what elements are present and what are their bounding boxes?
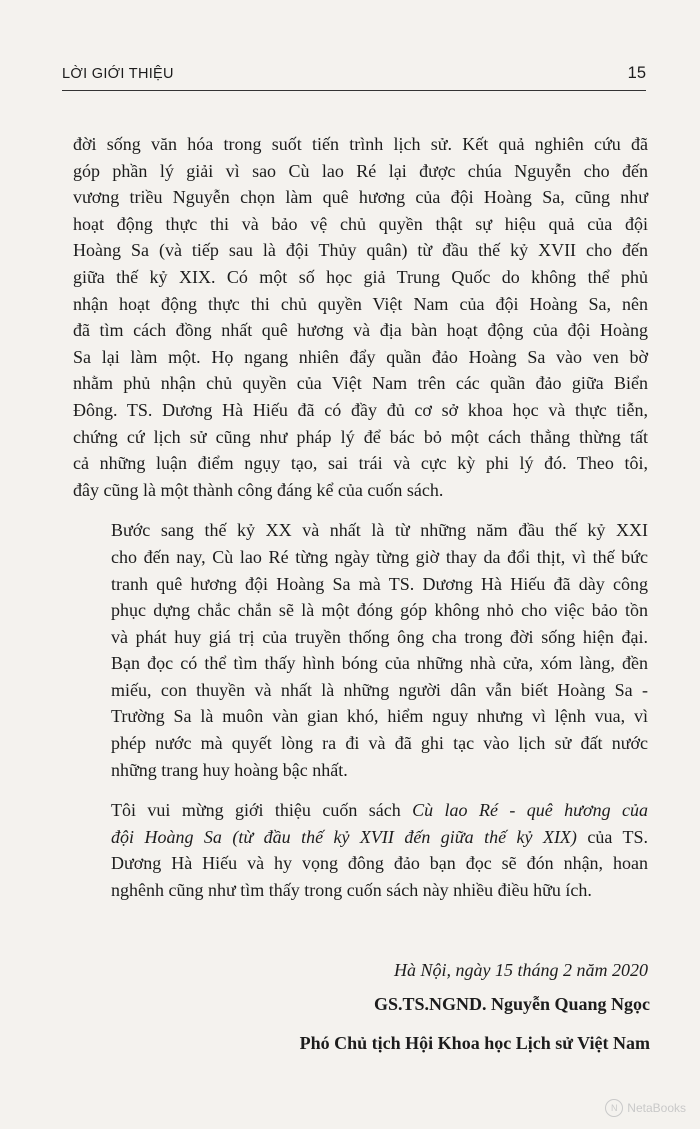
- body-text: [73, 131, 648, 918]
- paragraph-1-line: vương triều Nguyễn chọn làm quê hương của đội Hoàng Sa, cũng như: [73, 187, 648, 208]
- paragraph-2-line: và phát huy giá trị của truyền thống ông cha trong đời sống hiện đại.: [111, 626, 648, 647]
- paragraph-2-line: Trường Sa là muôn vàn gian khó, hiểm nguy nhưng vì lệnh vua, vì: [111, 706, 648, 727]
- paragraph-2-line: phép nước mà quyết lòng ra đi và đã ghi tạc vào lịch sử đất nước: [111, 733, 648, 754]
- book-logo-icon: N: [605, 1099, 623, 1117]
- paragraph-2-line: miếu, con thuyền và nhất là những người dân vẫn biết Hoàng Sa -: [111, 679, 648, 700]
- paragraph-1-line: góp phần lý giải vì sao Cù lao Ré lại được chúa Nguyễn cho đến: [73, 160, 648, 181]
- running-header: [62, 60, 646, 86]
- section-title: LỜI GIỚI THIỆU: [62, 66, 174, 82]
- signature-role: Phó Chủ tịch Hội Khoa học Lịch sử Việt Nam: [299, 1033, 650, 1053]
- paragraph-1-line: giữa thế kỷ XIX. Có một số học giả Trung Quốc do không thể phủ: [73, 266, 648, 287]
- paragraph-3-line: Dương Hà Hiếu và hy vọng đông đảo bạn đọc sẽ đón nhận, hoan: [111, 853, 648, 874]
- paragraph-3-line: [73, 824, 648, 851]
- paragraph-1-line: Hoàng Sa (và tiếp sau là đội Thủy quân) từ đầu thế kỷ XVII cho đến: [73, 240, 648, 261]
- paragraph-2-line: cho đến nay, Cù lao Ré từng ngày từng giờ thay da đổi thịt, vì thế bức: [111, 546, 648, 567]
- paragraph-1-line: đời sống văn hóa trong suốt tiến trình lịch sử. Kết quả nghiên cứu đã: [73, 134, 648, 154]
- paragraph-1: [73, 131, 648, 503]
- paragraph-1-line: Đông. TS. Dương Hà Hiếu đã có đầy đủ cơ sở khoa học và thực tiễn,: [73, 399, 648, 420]
- paragraph-1-line: Sa lại làm một. Họ ngang nhiên đẩy quần đảo Hoàng Sa vào ven bờ: [73, 346, 648, 367]
- watermark: [605, 1099, 686, 1117]
- paragraph-1-line: nhận hoạt động thực thi chủ quyền Việt Nam của đội Hoàng Sa, nên: [73, 293, 648, 314]
- book-title-text: đội Hoàng Sa (từ đầu thế kỷ XVII đến giữa thế kỷ XIX): [111, 826, 577, 847]
- book-title-text: Cù lao Ré - quê hương của: [412, 800, 648, 821]
- paragraph-3-text: của TS.: [576, 826, 648, 847]
- paragraph-1-line: cả những luận điểm ngụy tạo, sai trái và cực kỳ phi lý đó. Theo tôi,: [73, 453, 648, 474]
- paragraph-1-line: đã tìm cách đồng nhất quê hương và địa bàn hoạt động của đội Hoàng: [73, 320, 648, 341]
- paragraph-3-line: nghênh cũng như tìm thấy trong cuốn sách này nhiều điều hữu ích.: [111, 880, 592, 901]
- paragraph-1-line: chứng cứ lịch sử cũng như pháp lý để bác bỏ một cách thẳng thừng tất: [73, 426, 648, 447]
- paragraph-1-line: nhằm phủ nhận chủ quyền của Việt Nam trên các quần đảo giữa Biển: [73, 373, 648, 394]
- paragraph-2-line: Bước sang thế kỷ XX và nhất là từ những năm đầu thế kỷ XXI: [111, 520, 648, 541]
- page-number: 15: [627, 64, 646, 82]
- paragraph-1-line: đây cũng là một thành công đáng kể của cuốn sách.: [73, 479, 444, 500]
- paragraph-2-line: phục dựng chắc chắn sẽ là một đóng góp không nhỏ cho việc bảo tồn: [111, 600, 648, 621]
- paragraph-3-text: Tôi vui mừng giới thiệu cuốn sách: [111, 800, 413, 821]
- paragraph-3-line: [73, 797, 648, 824]
- paragraph-2: [73, 517, 648, 783]
- signature-name: GS.TS.NGND. Nguyễn Quang Ngọc: [373, 994, 650, 1014]
- header-rule: [62, 90, 646, 91]
- paragraph-2-line: những trang huy hoàng bậc nhất.: [111, 759, 348, 780]
- paragraph-2-line: tranh quê hương đội Hoàng Sa mà TS. Dương Hà Hiếu đã dày công: [111, 573, 648, 594]
- paragraph-3: [73, 797, 648, 903]
- paragraph-2-line: Bạn đọc có thể tìm thấy hình bóng của những nhà cửa, xóm làng, đền: [111, 653, 648, 674]
- paragraph-1-line: hoạt động thực thi và bảo vệ chủ quyền thật sự hiệu quả của đội: [73, 213, 648, 234]
- signature-place-date: Hà Nội, ngày 15 tháng 2 năm 2020: [394, 960, 648, 980]
- watermark-text: NetaBooks: [627, 1101, 686, 1115]
